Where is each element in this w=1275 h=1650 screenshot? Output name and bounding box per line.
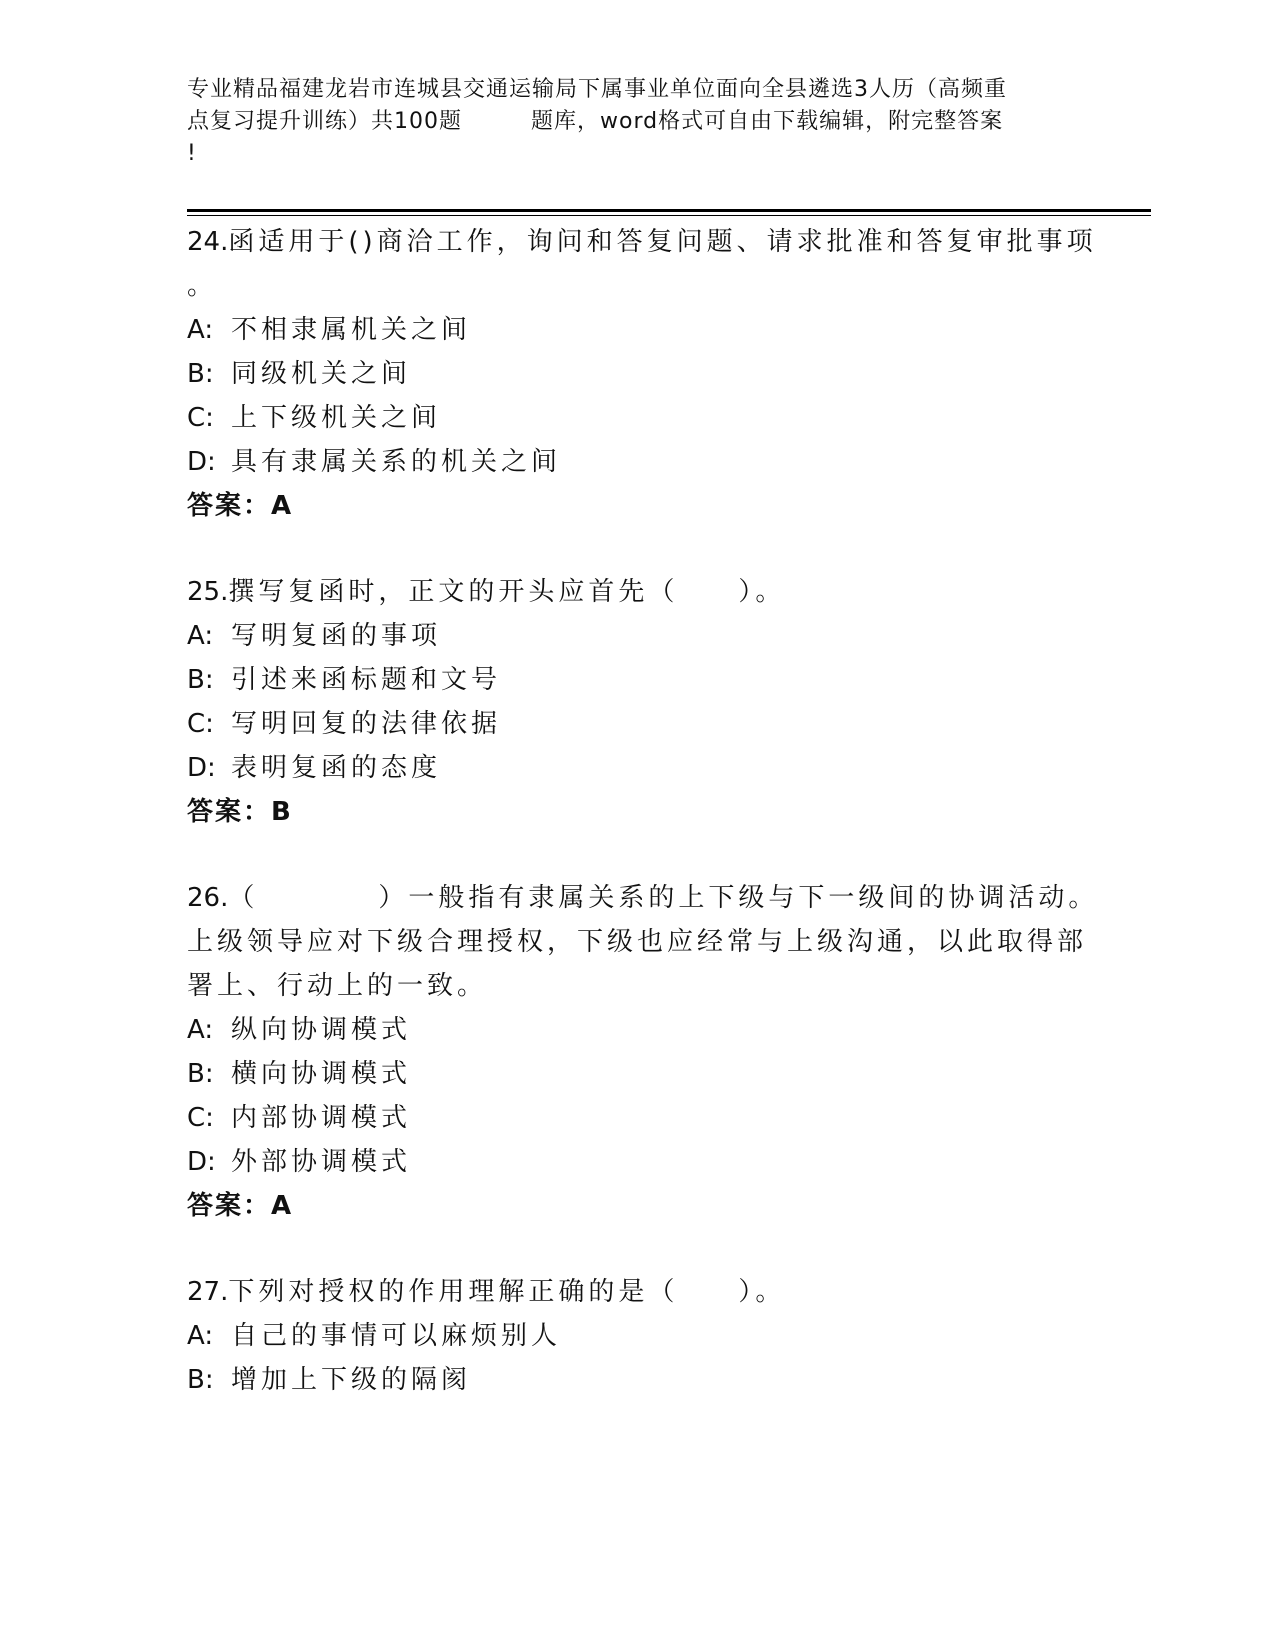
header-line-2: 点复习提升训练）共100题 题库，word格式可自由下载编辑，附完整答案	[187, 109, 1004, 134]
question-26-stem-line-2: 上级领导应对下级合理授权，下级也应经常与上级沟通，以此取得部	[187, 927, 1088, 957]
question-25-option-a: A: 写明复函的事项	[187, 621, 442, 651]
header-line-1: 专业精品福建龙岩市连城县交通运输局下属事业单位面向全县遴选3人历（高频重	[187, 77, 1007, 102]
question-26-option-a: A: 纵向协调模式	[187, 1015, 412, 1045]
question-26-stem-line-3: 署上、行动上的一致。	[187, 971, 488, 1001]
header-divider-thick	[187, 209, 1151, 212]
question-number: 27.	[187, 1277, 229, 1307]
question-27-option-b: B: 增加上下级的隔阂	[187, 1365, 472, 1395]
question-24-stem-line-2: 。	[187, 271, 218, 301]
header-divider-thin	[187, 215, 1151, 216]
question-24-answer: 答案：A	[187, 491, 294, 521]
question-24-option-b: B: 同级机关之间	[187, 359, 412, 389]
question-25-stem-line-1: 25.撰写复函时，正文的开头应首先（ ）。	[187, 577, 786, 607]
question-24-option-c: C: 上下级机关之间	[187, 403, 442, 433]
question-number: 26.	[187, 883, 229, 913]
question-25-answer: 答案：B	[187, 797, 293, 827]
question-26-answer: 答案：A	[187, 1191, 294, 1221]
header-line-3: !	[187, 141, 197, 166]
question-26-option-b: B: 横向协调模式	[187, 1059, 412, 1089]
question-24-option-a: A: 不相隶属机关之间	[187, 315, 472, 345]
question-number: 25.	[187, 577, 229, 607]
question-24-option-d: D: 具有隶属关系的机关之间	[187, 447, 562, 477]
document-header	[187, 74, 1087, 170]
question-25-option-c: C: 写明回复的法律依据	[187, 709, 502, 739]
question-number: 24.	[187, 227, 229, 257]
question-27-option-a: A: 自己的事情可以麻烦别人	[187, 1321, 562, 1351]
question-24-stem-line-1: 24.函适用于()商洽工作，询问和答复问题、请求批准和答复审批事项	[187, 227, 1097, 257]
question-26-option-d: D: 外部协调模式	[187, 1147, 412, 1177]
question-27-stem-line-1: 27.下列对授权的作用理解正确的是（ ）。	[187, 1277, 786, 1307]
question-25-option-b: B: 引述来函标题和文号	[187, 665, 502, 695]
question-26-stem-line-1: 26.（ ）一般指有隶属关系的上下级与下一级间的协调活动。	[187, 883, 1099, 913]
question-25-option-d: D: 表明复函的态度	[187, 753, 442, 783]
question-26-option-c: C: 内部协调模式	[187, 1103, 412, 1133]
